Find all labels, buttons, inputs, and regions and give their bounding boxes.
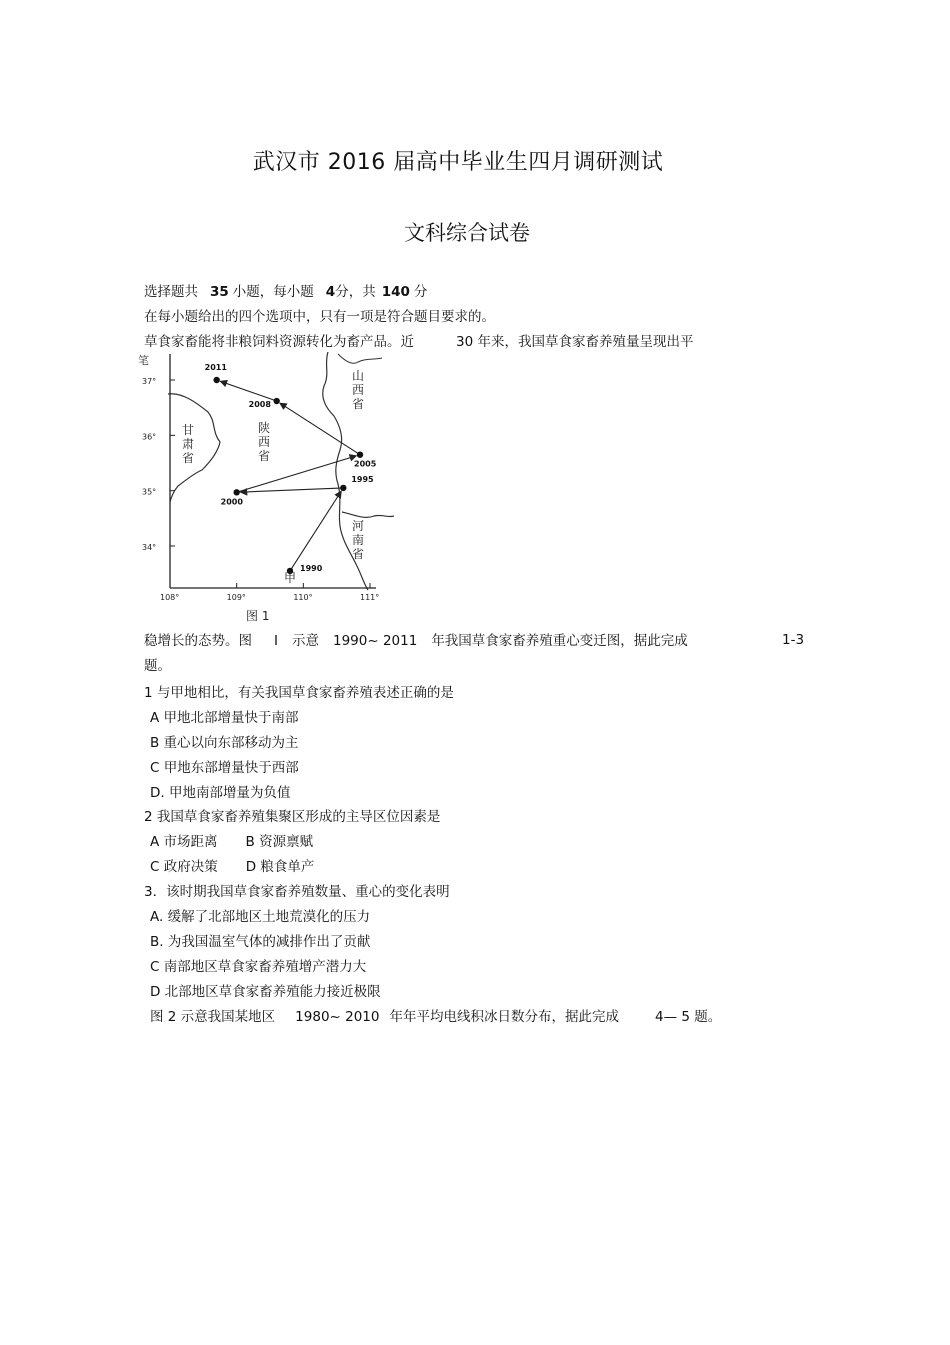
- question-1-option-b: B 重心以向东部移动为主: [150, 735, 299, 751]
- footer-question-range: 4— 5 题。: [655, 1009, 722, 1025]
- figure-1-map: [138, 352, 398, 627]
- migration-arrow: [241, 488, 344, 492]
- lat-tick-label: 36°: [142, 432, 157, 442]
- province-char: 省: [182, 451, 195, 465]
- lat-tick-label: 37°: [142, 377, 157, 386]
- question-2-option-b: B 资源禀赋: [245, 834, 314, 850]
- passage-text: 稳增长的态势。图: [144, 633, 252, 649]
- document-title: 武汉市 2016 届高中毕业生四月调研测试: [252, 150, 664, 175]
- lon-tick-label: 111°: [360, 593, 380, 602]
- lat-tick-label: 34°: [142, 543, 157, 552]
- passage-line-1: [144, 333, 693, 351]
- year-label: 2000: [220, 497, 243, 507]
- points-per-question: 4: [325, 284, 336, 300]
- year-label: 1995: [351, 474, 374, 484]
- lon-tick-label: 108°: [160, 593, 180, 602]
- question-1-stem: 1 与甲地相比，有关我国草食家畜养殖表述正确的是: [144, 685, 454, 701]
- shanxi-boundary: [338, 354, 382, 363]
- question-3-stem: 3．该时期我国草食家畜养殖数量、重心的变化表明: [144, 884, 450, 900]
- footer-line: [150, 1008, 721, 1026]
- province-char: 省: [352, 547, 365, 561]
- map-svg: [138, 352, 398, 627]
- intro-line-1: [144, 283, 427, 301]
- migration-arrow: [280, 403, 360, 455]
- figure-ref: I: [274, 633, 278, 649]
- question-3-option-d: D 北部地区草食家畜养殖能力接近极限: [150, 984, 381, 1000]
- province-label-henan: [352, 519, 364, 561]
- question-2-stem: 2 我国草食家畜养殖集聚区形成的主导区位因素是: [144, 809, 441, 825]
- arrow-layer: [220, 381, 360, 571]
- province-label-shanxi: [352, 369, 364, 411]
- question-3-option-a: A. 缓解了北部地区土地荒漠化的压力: [150, 909, 371, 925]
- province-char: 西: [352, 383, 365, 397]
- total-points: 140: [381, 284, 410, 300]
- year-range: 1990~ 2011: [332, 633, 418, 649]
- henan-boundary: [342, 512, 394, 517]
- province-char: 甘: [182, 423, 195, 437]
- point-layer: [213, 377, 363, 574]
- province-char: 西: [258, 435, 271, 449]
- intro-text: 选择题共: [144, 284, 198, 300]
- question-2-option-c: C 政府决策: [150, 859, 218, 875]
- figure-caption: 图 1: [246, 609, 270, 623]
- province-label-shaanxi: [258, 420, 270, 463]
- centroid-point: [357, 452, 363, 458]
- tick-layer: [170, 380, 370, 588]
- province-char: 陕: [258, 421, 271, 435]
- province-char: 肃: [182, 437, 195, 451]
- document-subtitle: 文科综合试卷: [404, 221, 530, 245]
- passage-line-3: 题。: [144, 658, 171, 674]
- province-char: 南: [352, 533, 365, 547]
- province-char: 省: [258, 449, 271, 463]
- question-2-option-d: D 粮食单产: [245, 859, 315, 875]
- migration-arrow: [220, 381, 276, 401]
- centroid-point: [273, 398, 279, 404]
- year-label: 2005: [354, 459, 377, 469]
- question-3-option-b: B. 为我国温室气体的减排作出了贡献: [150, 934, 371, 950]
- label-layer: [142, 363, 379, 602]
- province-char: 河: [352, 519, 365, 533]
- passage-text: 示意: [291, 633, 319, 649]
- year-label: 1990: [300, 563, 323, 573]
- footer-text: 图 2 示意我国某地区: [150, 1009, 276, 1025]
- question-1-option-d: D. 甲地南部增量为负值: [150, 785, 291, 801]
- question-count: 35: [210, 284, 229, 300]
- map-corner-mark: 笔: [138, 354, 149, 367]
- passage-text: 30 年来，我国草食家畜养殖量呈现出平: [456, 334, 694, 350]
- question-3-option-c: C 南部地区草食家畜养殖增产潜力大: [150, 959, 367, 975]
- passage-line-2: [144, 632, 688, 650]
- question-1-option-c: C 甲地东部增量快于西部: [150, 760, 299, 776]
- province-char: 省: [352, 397, 365, 411]
- intro-text: 分: [413, 284, 428, 300]
- footer-years: 1980~ 2010: [295, 1009, 380, 1025]
- centroid-point: [233, 489, 239, 495]
- migration-arrow: [290, 491, 341, 571]
- year-label: 2011: [204, 363, 227, 372]
- jia-label: 甲: [284, 571, 297, 585]
- province-char: 山: [352, 369, 365, 383]
- intro-line-2: 在每小题给出的四个选项中，只有一项是符合题目要求的。: [144, 309, 495, 325]
- centroid-point: [340, 485, 346, 491]
- question-2-options-row-2: [150, 858, 314, 876]
- lon-tick-label: 110°: [293, 593, 313, 602]
- intro-text: 小题，每小题: [232, 284, 314, 300]
- intro-text: 分，共: [335, 284, 376, 300]
- question-1-option-a: A 甲地北部增量快于南部: [150, 710, 299, 726]
- province-label-gansu: [182, 422, 194, 465]
- question-range: 1-3: [782, 632, 805, 648]
- lon-tick-label: 109°: [226, 593, 246, 602]
- question-2-options-row-1: [150, 833, 313, 851]
- passage-text: 年我国草食家畜养殖重心变迁图，据此完成: [431, 633, 688, 649]
- centroid-point: [213, 377, 219, 383]
- passage-text: 草食家畜能将非粮饲料资源转化为畜产品。近: [144, 334, 414, 350]
- year-label: 2008: [248, 400, 271, 410]
- lat-tick-label: 35°: [142, 487, 157, 497]
- footer-text: 年年平均电线积冰日数分布，据此完成: [389, 1009, 619, 1025]
- question-2-option-a: A 市场距离: [150, 834, 218, 850]
